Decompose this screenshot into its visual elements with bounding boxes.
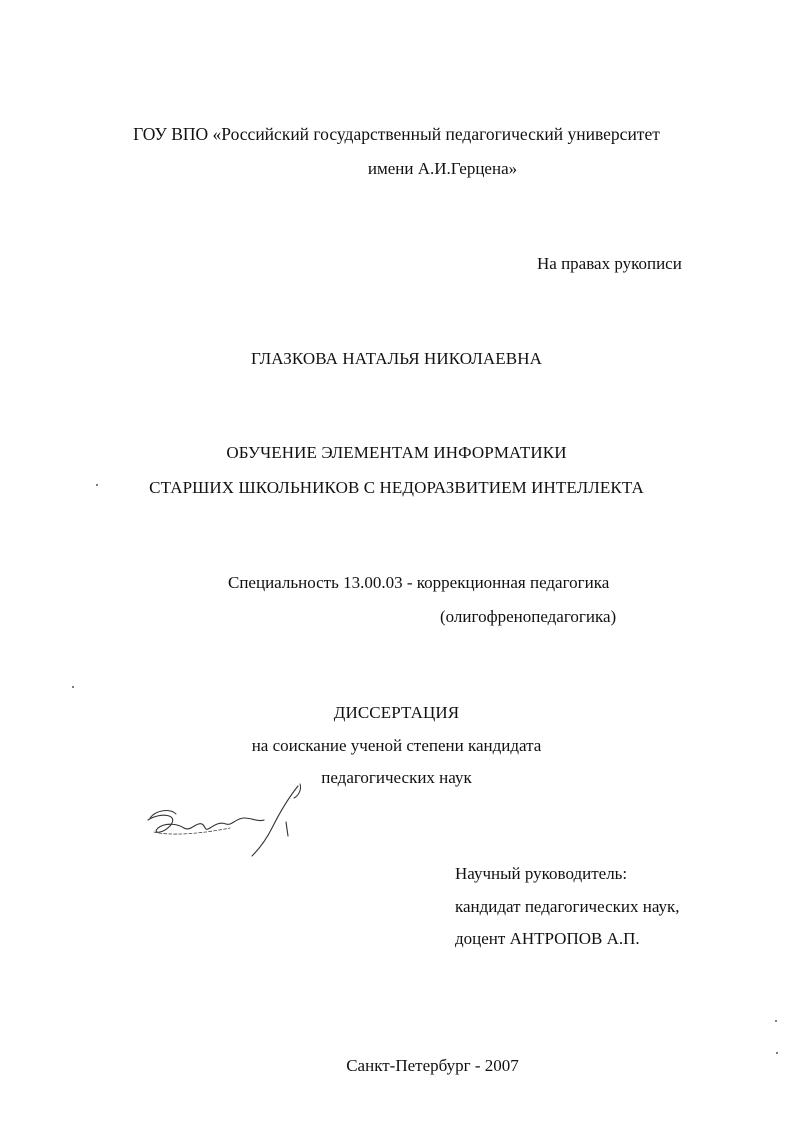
institution-line-1: ГОУ ВПО «Российский государственный педагогический университет	[133, 124, 660, 144]
scan-speck	[776, 1052, 778, 1054]
title-line-2: СТАРШИХ ШКОЛЬНИКОВ С НЕДОРАЗВИТИЕМ ИНТЕЛЛЕКТА	[149, 478, 644, 497]
institution-line-2: имени А.И.Герцена»	[367, 159, 518, 178]
scan-speck	[775, 1020, 777, 1022]
degree-heading: ДИССЕРТАЦИЯ	[333, 703, 460, 722]
supervisor-line-1: кандидат педагогических наук,	[455, 897, 680, 916]
speciality-line-2: (олигофренопедагогика)	[440, 607, 617, 626]
scan-speck	[96, 484, 98, 486]
speciality-line-1: Специальность 13.00.03 - коррекционная педагогика	[228, 573, 610, 592]
signature-icon	[140, 782, 310, 862]
title-line-1: ОБУЧЕНИЕ ЭЛЕМЕНТАМ ИНФОРМАТИКИ	[226, 443, 567, 462]
scan-speck	[72, 686, 74, 688]
degree-line-1: на соискание ученой степени кандидата	[251, 736, 542, 755]
supervisor-label: Научный руководитель:	[455, 864, 628, 883]
degree-line-2: педагогических наук	[321, 768, 472, 787]
place-year: Санкт-Петербург - 2007	[346, 1056, 519, 1075]
manuscript-note: На правах рукописи	[537, 254, 682, 273]
supervisor-line-2: доцент АНТРОПОВ А.П.	[455, 929, 640, 948]
author-name: ГЛАЗКОВА НАТАЛЬЯ НИКОЛАЕВНА	[251, 349, 542, 368]
